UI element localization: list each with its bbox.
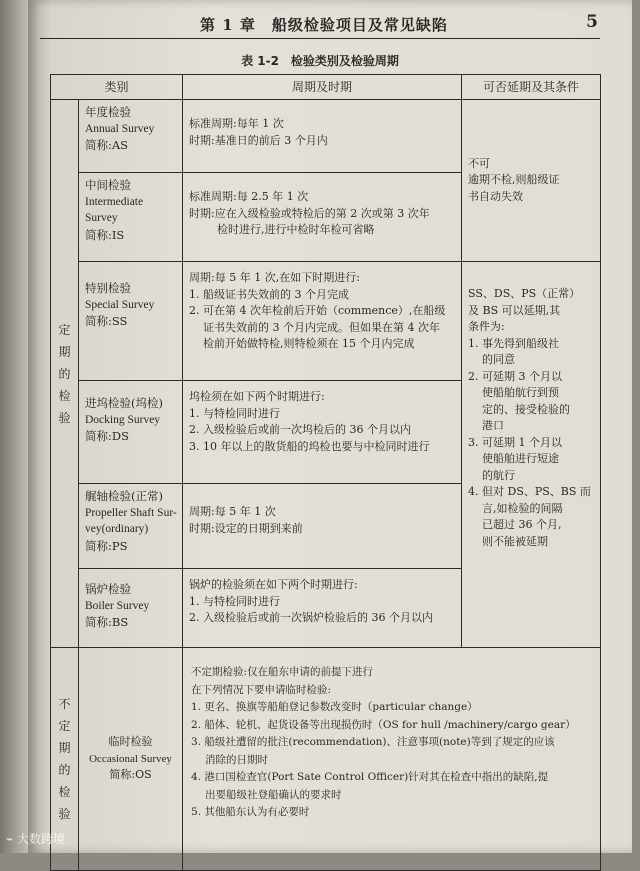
group-char: 定: [58, 719, 71, 733]
group-char: 验: [58, 410, 71, 425]
table-header-row: [51, 75, 601, 100]
group-char: 检: [58, 785, 71, 799]
survey-name-cell: [79, 262, 183, 381]
survey-period-cell: [183, 100, 462, 173]
survey-table: [50, 74, 601, 871]
period-line: 周期:每 5 年 1 次: [189, 505, 276, 518]
survey-en: Boiler Survey: [85, 599, 150, 612]
survey-en: Special Survey: [85, 298, 155, 311]
survey-abbr: 简称:OS: [109, 768, 152, 782]
survey-period-cell: [183, 262, 462, 381]
col-header-period: 周期及时期: [183, 75, 462, 100]
condition-cell-top: [462, 100, 601, 262]
condition-line: 3. 可延期 1 个月以: [468, 435, 562, 449]
watermark-icon: ⌁: [6, 832, 18, 846]
table-row: [51, 262, 601, 381]
period-line: 标准周期:每年 1 次: [189, 117, 284, 130]
condition-line: 逾期不检,则船级证: [468, 173, 560, 187]
condition-line: 言,如检验的间隔: [482, 501, 563, 515]
period-line: 1. 船级证书失效前的 3 个月完成: [189, 287, 349, 301]
period-line: 锅炉的检验须在如下两个时期进行:: [189, 578, 358, 591]
group-char: 定: [58, 322, 71, 337]
survey-en: Occasional Survey: [89, 752, 172, 765]
survey-cn: 中间检验: [85, 178, 131, 192]
watermark-logo: [6, 830, 65, 847]
condition-line: SS、DS、PS（正常）: [468, 287, 581, 300]
survey-abbr: 简称:IS: [85, 227, 125, 242]
condition-line: 则不能被延期: [482, 534, 549, 548]
survey-en: Survey: [85, 212, 118, 224]
period-line: 时期:应在入级检验或特检后的第 2 次或第 3 次年: [189, 206, 430, 220]
book-spine: [0, 0, 30, 853]
survey-period-cell: [183, 173, 462, 262]
col-header-category: 类别: [51, 75, 183, 100]
survey-name-cell: [79, 100, 183, 173]
group-char: 的: [58, 763, 71, 777]
watermark-text: 大数跨境: [17, 832, 66, 846]
condition-cell-mid: [462, 262, 601, 648]
period-line: 3. 船级社遭留的批注(recommendation)、注意事项(note)等到了规定的应该: [191, 736, 555, 748]
survey-abbr: 简称:PS: [85, 538, 128, 553]
group-char: 期: [58, 741, 71, 755]
condition-line: 2. 可延期 3 个月以: [468, 369, 562, 383]
period-line: 1. 更名、换旗等船舶登记参数改变时（particular change）: [191, 701, 478, 713]
survey-abbr: 简称:AS: [85, 138, 129, 152]
survey-abbr: 简称:DS: [85, 429, 129, 443]
condition-line: 4. 但对 DS、PS、BS 而: [468, 485, 591, 498]
condition-line: 港口: [482, 419, 505, 432]
period-line: 周期:每 5 年 1 次,在如下时期进行:: [189, 271, 360, 284]
survey-period-cell: [183, 569, 462, 648]
survey-cn: 临时检验: [108, 735, 153, 749]
chapter-title: 第 1 章 船级检验项目及常见缺陷: [200, 16, 448, 34]
occasional-period-cell: [183, 648, 601, 871]
condition-line: 及 BS 可以延期,其: [468, 303, 561, 317]
condition-line: 使船舶进行短途: [482, 452, 560, 465]
condition-line: 的航行: [482, 468, 516, 482]
survey-abbr: 简称:BS: [85, 615, 129, 629]
condition-line: 定的、接受检验的: [482, 402, 571, 416]
period-line: 在下列情况下要申请临时检验:: [191, 683, 332, 696]
period-line: 标准周期:每 2.5 年 1 次: [189, 190, 309, 203]
survey-name-cell: [79, 569, 183, 648]
group-char: 检: [58, 388, 71, 403]
survey-en: vey(ordinary): [85, 523, 149, 535]
period-line: 证书失效前的 3 个月内完成。但如果在第 4 次年: [203, 320, 440, 334]
survey-name-cell: [79, 173, 183, 262]
period-line: 时期:基准日的前后 3 个月内: [189, 133, 328, 147]
survey-period-cell: [183, 484, 462, 569]
period-line: 坞检须在如下两个时期进行:: [189, 390, 325, 403]
period-line: 检时进行,进行中检时年检可省略: [217, 223, 375, 236]
survey-en: Intermediate: [85, 195, 144, 208]
survey-name-cell: [79, 484, 183, 569]
period-line: 2. 入级检验后或前一次锅炉检验后的 36 个月以内: [189, 611, 433, 624]
group-char: 期: [58, 344, 71, 359]
survey-en: Docking Survey: [85, 413, 161, 426]
page-header: [40, 12, 600, 39]
period-line: 1. 与特检同时进行: [189, 594, 281, 608]
condition-line: 使船舶航行到预: [482, 386, 560, 399]
condition-line: 条件为:: [468, 320, 505, 333]
survey-en: Annual Survey: [85, 122, 155, 135]
group-char: 不: [58, 697, 71, 711]
period-line: 不定期检验:仅在船东申请的前提下进行: [191, 666, 374, 678]
condition-line: 不可: [468, 156, 491, 170]
period-line: 2. 可在第 4 次年检前后开始（commence）,在船级: [189, 304, 446, 317]
period-line: 时期:设定的日期到来前: [189, 521, 303, 535]
condition-line: 书自动失效: [468, 189, 524, 203]
period-line: 5. 其他船东认为有必要时: [191, 806, 310, 818]
period-line: 消除的日期时: [205, 753, 269, 766]
page-number: 5: [586, 12, 598, 32]
survey-cn: 特别检验: [85, 281, 131, 295]
condition-line: 的同意: [482, 353, 516, 366]
period-line: 检前开始做特检,则特检须在 15 个月内完成: [203, 337, 415, 350]
table-row: [51, 648, 601, 871]
period-line: 3. 10 年以上的散货船的坞检也要与中检同时进行: [189, 439, 430, 453]
survey-period-cell: [183, 381, 462, 484]
table-caption: 表 1-2 检验类别及检验周期: [241, 54, 399, 68]
col-header-condition: 可否延期及其条件: [462, 75, 601, 100]
group-char: 验: [58, 807, 71, 821]
period-line: 2. 入级检验后或前一次坞检后的 36 个月以内: [189, 423, 411, 436]
survey-cn: 年度检验: [85, 105, 131, 119]
table-row: [51, 100, 601, 173]
group-char: 的: [58, 366, 71, 381]
group-periodic: [51, 100, 79, 648]
survey-name-cell: [79, 648, 183, 871]
survey-cn: 进坞检验(坞检): [85, 396, 163, 410]
condition-line: 1. 事先得到船级社: [468, 336, 560, 350]
period-line: 2. 船体、轮机、起货设备等出现损伤时（OS for hull /machinery/cargo gear）: [191, 718, 576, 731]
survey-en: Propeller Shaft Sur-: [85, 506, 177, 519]
period-line: 4. 港口国检查官(Port Sate Control Officer)针对其在检查中指出的缺陷,提: [191, 771, 549, 783]
period-line: 出要船级社登船确认的要求时: [205, 788, 342, 801]
survey-cn: 艉轴检验(正常): [85, 489, 163, 503]
survey-cn: 锅炉检验: [85, 582, 131, 596]
survey-name-cell: [79, 381, 183, 484]
period-line: 1. 与特检同时进行: [189, 406, 281, 420]
survey-abbr: 简称:SS: [85, 314, 128, 328]
condition-line: 已超过 36 个月,: [482, 518, 562, 531]
